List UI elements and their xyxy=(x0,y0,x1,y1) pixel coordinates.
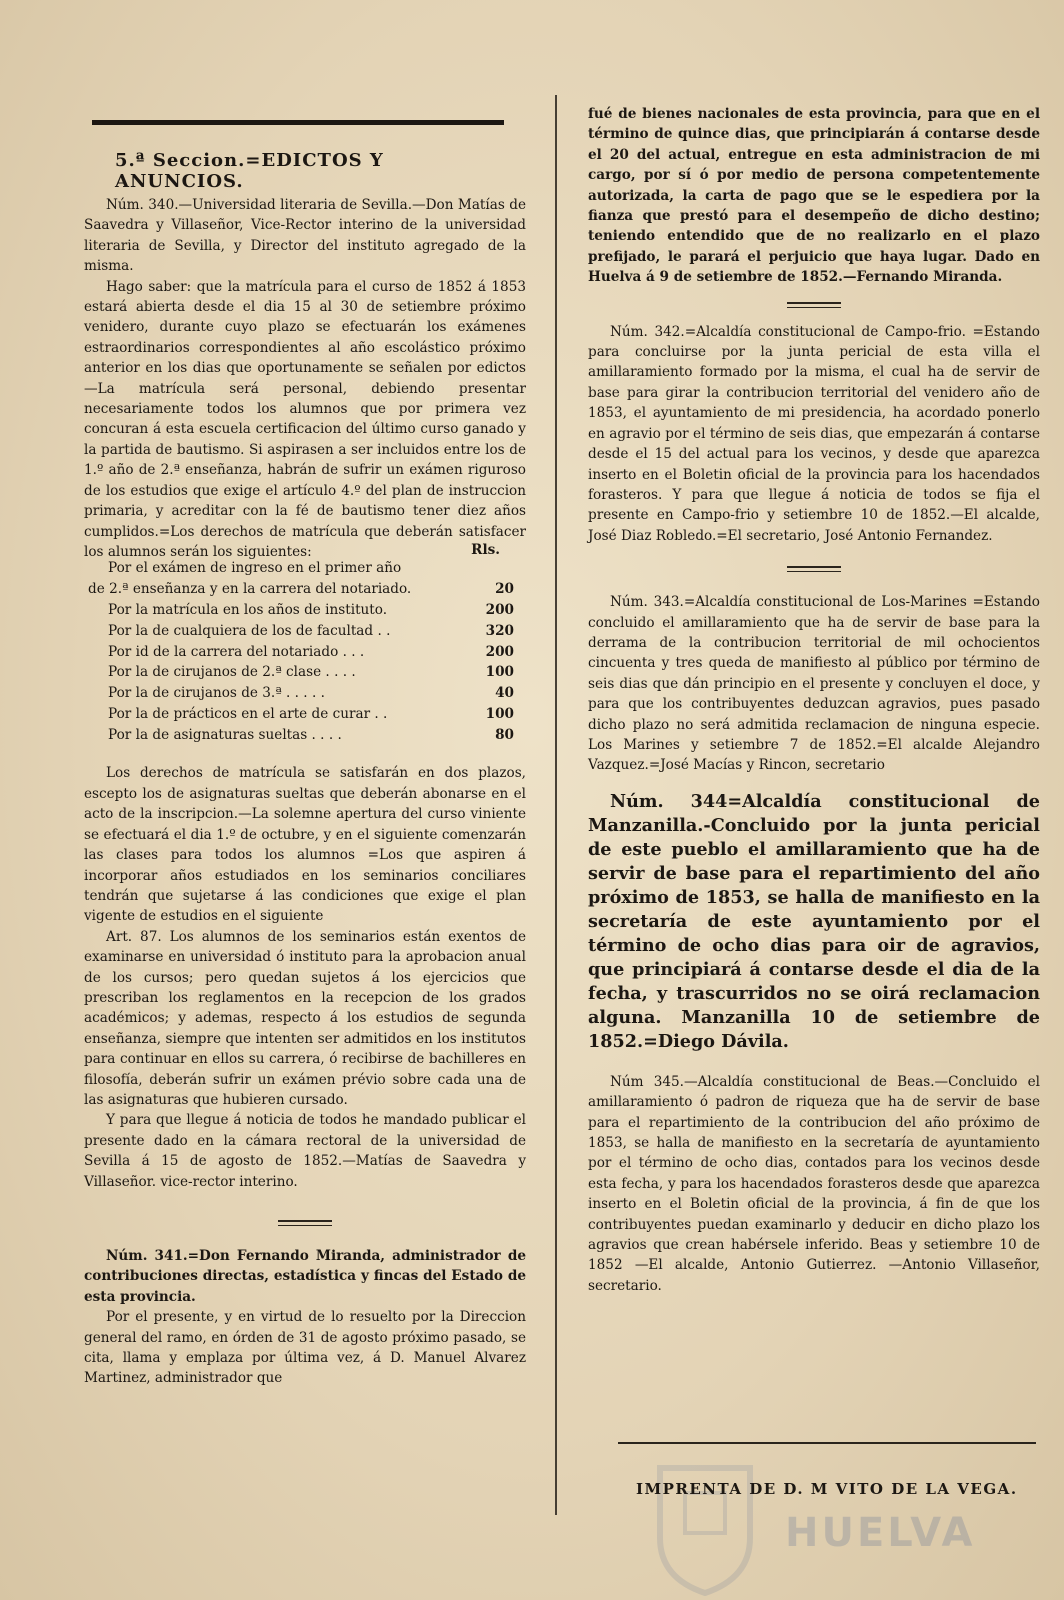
fee-label: Por la de cualquiera de los de facultad . . xyxy=(108,622,391,639)
bottom-rule xyxy=(618,1442,1036,1444)
section-header: 5.ª Seccion.=EDICTOS Y ANUNCIOS. xyxy=(115,150,384,192)
fee-row xyxy=(84,558,526,579)
notice-344-block xyxy=(588,790,1040,1054)
fee-row xyxy=(84,683,526,704)
fee-row xyxy=(84,704,526,725)
fee-table xyxy=(84,558,526,745)
right-column xyxy=(588,104,1040,1296)
fee-label: Por el exámen de ingreso en el primer año xyxy=(108,560,402,577)
fee-row xyxy=(84,579,526,600)
fee-label: Por la matrícula en los años de instituto. xyxy=(108,601,388,618)
fee-label: de 2.ª enseñanza y en la carrera del notariado. xyxy=(88,581,412,598)
fee-row xyxy=(84,725,526,746)
notice-340-body2: Los derechos de matrícula se satisfarán en dos plazos, escepto los de asignaturas sueltas que deberán abonarse en el acto de la inscripcion.—La solemne apertura del curso viniente se efectuará el dia 1.º de octubre, y en el siguiente comenzarán las clases para todos los alumnos =Los que aspiren á incorporar años estudiados en los seminarios conciliares tendrán que sujetarse á las condiciones que exige el plan vigente de estudios en el siguiente xyxy=(84,765,526,925)
fee-amount xyxy=(460,558,526,579)
fee-row xyxy=(84,642,526,663)
fee-row xyxy=(84,621,526,642)
fee-label: Por la de cirujanos de 2.ª clase . . . . xyxy=(108,664,356,681)
fee-amount: 100 xyxy=(485,664,514,681)
notice-342: Núm. 342.=Alcaldía constitucional de Campo-frio. =Estando para concluirse por la junta pericial de esta villa el amillaramiento formado por la misma, el cual ha de servir de base para girar la contribucion territorial del venidero año de 1853, el ayuntamiento de mi presidencia, ha acordado ponerlo en agravio por el término de seis dias, que empezarán á contarse desde el 15 del actual para los vecinos, y desde que aparezca inserto en el Boletin oficial de la provincia para los hacendados forasteros. Y para que llegue á noticia de todos se fija el presente en Campo-frio y setiembre 10 de 1852.—El alcalde, José Diaz Robledo.=El secretario, José Antonio Fernandez. xyxy=(588,323,1040,544)
imprint: IMPRENTA DE D. M VITO DE LA VEGA. xyxy=(636,1480,1018,1498)
fee-row xyxy=(84,600,526,621)
fee-label: Por la de asignaturas sueltas . . . . xyxy=(108,726,342,743)
left-column xyxy=(84,195,526,1389)
fee-amount: 40 xyxy=(495,685,514,702)
notice-341-body: Por el presente, y en virtud de lo resuelto por la Direccion general del ramo, en órden de 31 de agosto próximo pasado, se cita, llama y emplaza por última vez, á D. Manuel Alvarez Martinez, administrador que xyxy=(84,1309,526,1387)
notice-340-closing: Y para que llegue á noticia de todos he mandado publicar el presente dado en la cámara rectoral de la universidad de Sevilla á 15 de agosto de 1852.—Matías de Saavedra y Villaseñor. vice-rector interino. xyxy=(84,1112,526,1190)
fee-amount: 80 xyxy=(495,726,514,743)
fee-label: Por la de prácticos en el arte de curar . . xyxy=(108,705,388,722)
fee-label: Por la de cirujanos de 3.ª . . . . . xyxy=(108,685,325,702)
fee-amount: 320 xyxy=(485,622,514,639)
watermark-text: HUELVA xyxy=(785,1510,976,1556)
column-divider xyxy=(555,95,557,1515)
fee-amount: 20 xyxy=(495,581,514,598)
fee-row xyxy=(84,662,526,683)
top-rule xyxy=(92,120,504,125)
notice-340-heading: Núm. 340.—Universidad literaria de Sevilla.—Don Matías de Saavedra y Villaseñor, Vice-Rector interino de la universidad literaria de Sevilla, y Director del instituto agregado de la misma. xyxy=(84,197,526,275)
notice-345: Núm 345.—Alcaldía constitucional de Beas.—Concluido el amillaramiento ó padron de riqueza que ha de servir de base para el repartimiento de la contribucion del año próximo de 1853, se halla de manifiesto en la secretaría de ayuntamiento por el término de ocho dias, contados para los vecinos desde esta fecha, y para los hacendados forasteros desde que aparezca inserto en el Boletin oficial de la provincia, á fin de que los contribuyentes puedan examinarlo y deducir en dicho plazo los agravios que crean habérsele inferido. Beas y setiembre 10 de 1852 —El alcalde, Antonio Gutierrez. —Antonio Villaseñor, secretario. xyxy=(588,1073,1040,1294)
fee-amount: 200 xyxy=(485,643,514,660)
notice-340-article: Art. 87. Los alumnos de los seminarios están exentos de examinarse en universidad ó instituto para la aprobacion anual de los cursos; pero quedan sujetos á los ejercicios que prescriban los reglamentos en la recepcion de los grados académicos; y ademas, respecto á los estudios de segunda enseñanza, siempre que intenten ser admitidos en los institutos para continuar en ellos su carrera, ó recibirse de bachilleres en filosofía, deberán sufrir un exámen prévio sobre cada una de las asignaturas que hubieren cursado. xyxy=(84,928,526,1108)
notice-344: Núm. 344=Alcaldía constitucional de Manzanilla.-Concluido por la junta pericial de este pueblo el amillaramiento que ha de servir de base para el repartimiento del año próximo de 1853, se halla de manifiesto en la secretaría de este ayuntamiento por el término de ocho dias para oir de agravios, que principiará á contarse desde el dia de la fecha, y trascurridos no se oirá reclamacion alguna. Manzanilla 10 de setiembre de 1852.=Diego Dávila. xyxy=(588,790,1040,1052)
notice-341-heading: Núm. 341.=Don Fernando Miranda, administrador de contribuciones directas, estadística y fincas del Estado de esta provincia. xyxy=(84,1248,526,1305)
fee-amount: 200 xyxy=(485,601,514,618)
fees-units: Rls. xyxy=(471,542,500,559)
fee-label: Por id de la carrera del notariado . . . xyxy=(108,643,365,660)
notice-341-continuation: fué de bienes nacionales de esta provincia, para que en el término de quince dias, que principiarán á contarse desde el 20 del actual, entregue en esta administracion de mi cargo, por sí ó por medio de persona competentemente autorizada, la carta de pago que se le espediera por la fianza que prestó para el desempeño de dicho destino; teniendo entendido que de no realizarlo en el plazo prefijado, le parará el perjuicio que haya lugar. Dado en Huelva á 9 de setiembre de 1852.—Fernando Miranda. xyxy=(588,106,1040,286)
fee-amount: 100 xyxy=(485,705,514,722)
notice-343: Núm. 343.=Alcaldía constitucional de Los-Marines =Estando concluido el amillaramiento que ha de servir de base para la derrama de la contribucion territorial de mil ochocientos cincuenta y tres queda de manifiesto al público por término de seis dias que dán principio en el presente y concluyen el doce, y para que los contribuyentes deduzcan agravios, pues pasado dicho plazo no será admitida reclamacion de ninguna especie. Los Marines y setiembre 7 de 1852.=El alcalde Alejandro Vazquez.=José Macías y Rincon, secretario xyxy=(588,594,1040,774)
notice-340-body: Hago saber: que la matrícula para el curso de 1852 á 1853 estará abierta desde el dia 15 al 30 de setiembre próximo venidero, durante cuyo plazo se efectuarán los exámenes estraordinarios correspondientes al año escolástico próximo anterior en los dias que oportunamente se señalen por edictos —La matrícula será personal, debiendo presentar necesariamente todos los alumnos que por primera vez concuran á esta escuela certificacion del último curso ganado y la partida de bautismo. Si aspirasen a ser incluidos entre los de 1.º año de 2.ª enseñanza, habrán de sufrir un exámen riguroso de los estudios que exige el artículo 4.º del plan de instruccion primaria, y acreditar con la fé de bautismo tener diez años cumplidos.=Los derechos de matrícula que deberán satisfacer los alumnos serán los siguientes: xyxy=(84,278,526,560)
